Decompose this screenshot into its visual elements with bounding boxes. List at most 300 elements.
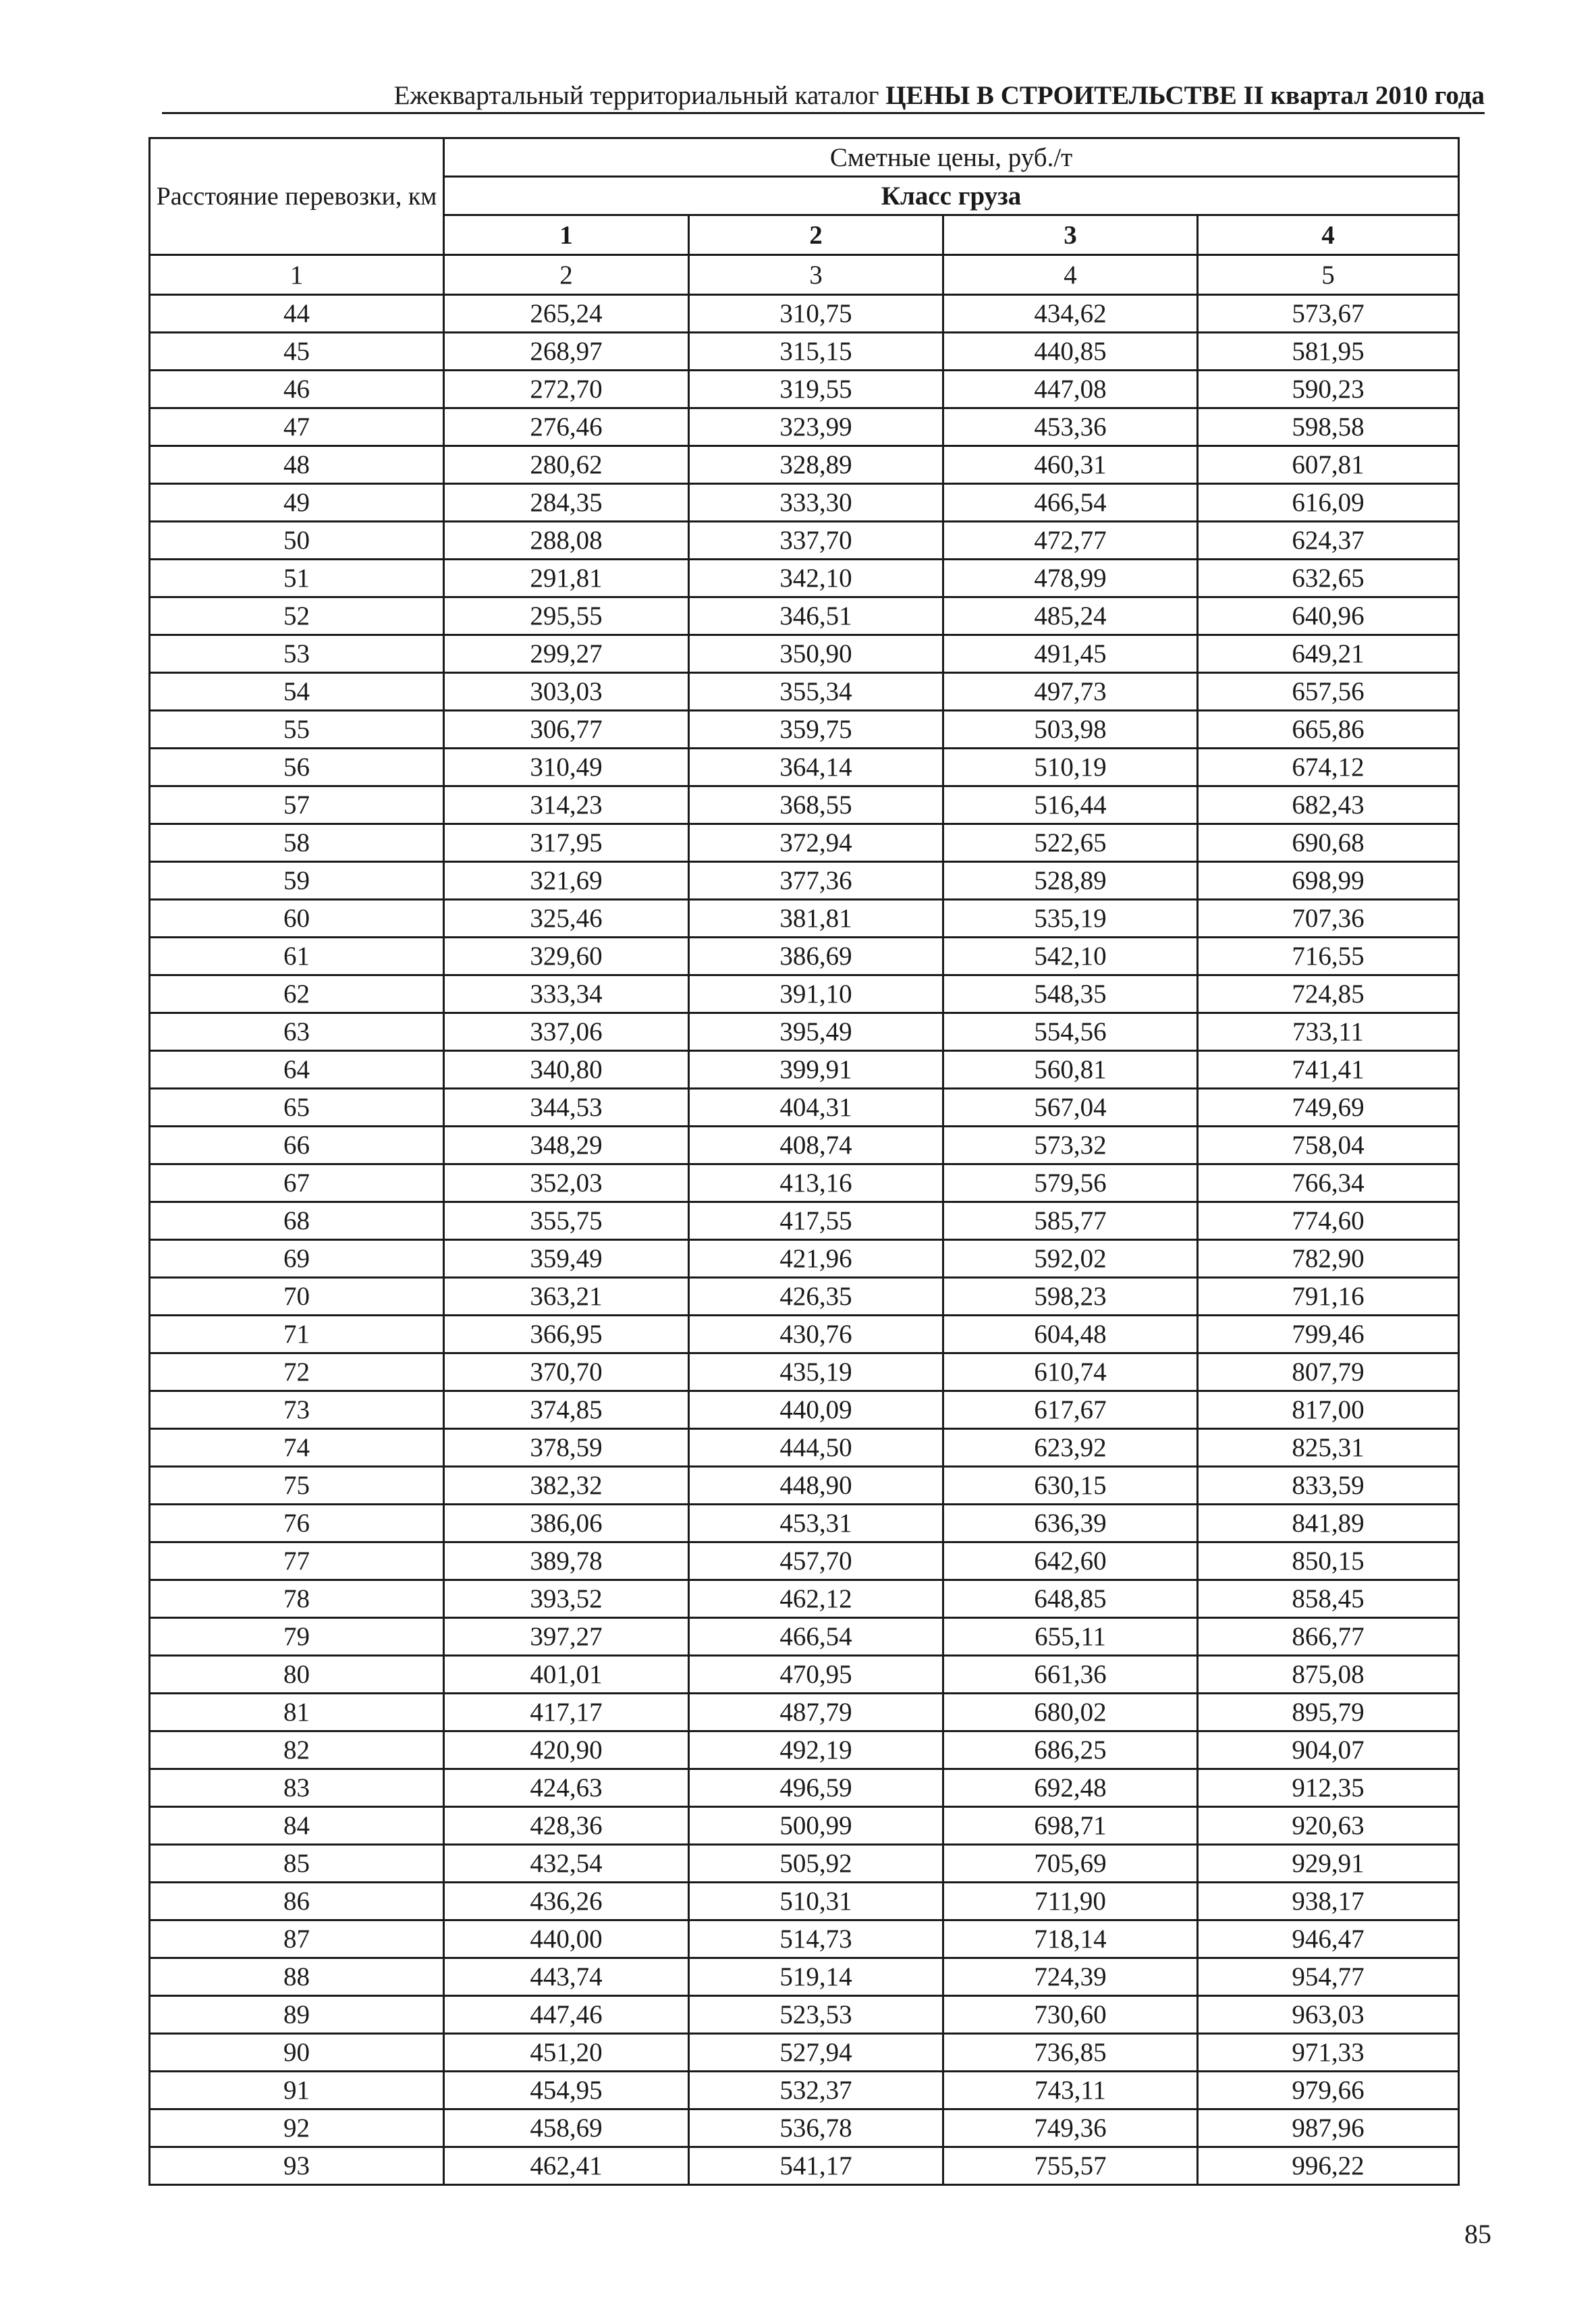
table-row	[150, 1127, 1459, 1164]
distance-cell: 76	[150, 1505, 444, 1542]
price-class-3-cell: 749,36	[943, 2109, 1198, 2147]
price-class-1-cell: 386,06	[444, 1505, 689, 1542]
price-class-4-cell: 791,16	[1198, 1278, 1459, 1316]
price-class-4-cell: 799,46	[1198, 1316, 1459, 1353]
table-row	[150, 597, 1459, 635]
price-class-3-cell: 698,71	[943, 1807, 1198, 1845]
table-row	[150, 371, 1459, 408]
price-class-1-cell: 317,95	[444, 824, 689, 862]
price-class-2-cell: 364,14	[689, 749, 943, 786]
price-class-3-cell: 655,11	[943, 1618, 1198, 1656]
price-class-1-cell: 288,08	[444, 522, 689, 560]
price-table	[148, 137, 1460, 2186]
price-class-4-cell: 841,89	[1198, 1505, 1459, 1542]
price-class-1-cell: 454,95	[444, 2072, 689, 2109]
column-number: 5	[1198, 255, 1459, 295]
price-class-1-cell: 284,35	[444, 484, 689, 522]
price-class-1-cell: 417,17	[444, 1694, 689, 1731]
distance-cell: 68	[150, 1202, 444, 1240]
distance-cell: 70	[150, 1278, 444, 1316]
price-class-4-cell: 895,79	[1198, 1694, 1459, 1731]
price-class-1-cell: 432,54	[444, 1845, 689, 1883]
price-class-3-cell: 718,14	[943, 1920, 1198, 1958]
distance-cell: 80	[150, 1656, 444, 1694]
distance-cell: 62	[150, 975, 444, 1013]
table-row	[150, 2072, 1459, 2109]
distance-cell: 51	[150, 560, 444, 597]
distance-cell: 59	[150, 862, 444, 900]
distance-cell: 61	[150, 938, 444, 975]
price-class-3-cell: 510,19	[943, 749, 1198, 786]
price-class-3-cell: 661,36	[943, 1656, 1198, 1694]
table-row	[150, 1353, 1459, 1391]
table-row	[150, 1920, 1459, 1958]
table-row	[150, 1051, 1459, 1089]
price-class-3-cell: 516,44	[943, 786, 1198, 824]
price-class-1-cell: 352,03	[444, 1164, 689, 1202]
price-class-3-cell: 705,69	[943, 1845, 1198, 1883]
catalog-prefix: Ежеквартальный территориальный каталог	[393, 81, 879, 110]
price-class-3-cell: 548,35	[943, 975, 1198, 1013]
price-class-4-cell: 616,09	[1198, 484, 1459, 522]
table-row	[150, 1467, 1459, 1505]
distance-cell: 86	[150, 1883, 444, 1920]
price-class-2-cell: 492,19	[689, 1731, 943, 1769]
price-class-1-cell: 325,46	[444, 900, 689, 938]
cargo-class-number: 4	[1198, 215, 1459, 255]
price-class-2-cell: 323,99	[689, 408, 943, 446]
table-row	[150, 1883, 1459, 1920]
prices-header: Сметные цены, руб./т	[444, 138, 1459, 177]
price-class-1-cell: 370,70	[444, 1353, 689, 1391]
table-row	[150, 1580, 1459, 1618]
price-class-2-cell: 519,14	[689, 1958, 943, 1996]
table-row	[150, 1013, 1459, 1051]
price-class-3-cell: 730,60	[943, 1996, 1198, 2034]
price-class-2-cell: 381,81	[689, 900, 943, 938]
price-class-4-cell: 657,56	[1198, 673, 1459, 711]
price-class-2-cell: 457,70	[689, 1542, 943, 1580]
price-class-4-cell: 920,63	[1198, 1807, 1459, 1845]
price-class-2-cell: 346,51	[689, 597, 943, 635]
price-class-1-cell: 276,46	[444, 408, 689, 446]
price-class-3-cell: 535,19	[943, 900, 1198, 938]
price-class-2-cell: 319,55	[689, 371, 943, 408]
price-class-2-cell: 350,90	[689, 635, 943, 673]
price-class-2-cell: 448,90	[689, 1467, 943, 1505]
distance-cell: 72	[150, 1353, 444, 1391]
distance-cell: 87	[150, 1920, 444, 1958]
table-row	[150, 1996, 1459, 2034]
price-class-3-cell: 692,48	[943, 1769, 1198, 1807]
price-class-3-cell: 503,98	[943, 711, 1198, 749]
price-class-4-cell: 954,77	[1198, 1958, 1459, 1996]
table-row	[150, 975, 1459, 1013]
table-row	[150, 635, 1459, 673]
distance-cell: 47	[150, 408, 444, 446]
price-class-3-cell: 623,92	[943, 1429, 1198, 1467]
table-row	[150, 1731, 1459, 1769]
price-class-4-cell: 624,37	[1198, 522, 1459, 560]
price-class-4-cell: 598,58	[1198, 408, 1459, 446]
price-class-3-cell: 630,15	[943, 1467, 1198, 1505]
price-class-3-cell: 554,56	[943, 1013, 1198, 1051]
price-class-1-cell: 268,97	[444, 333, 689, 371]
price-class-3-cell: 472,77	[943, 522, 1198, 560]
table-header	[150, 138, 1459, 295]
price-class-1-cell: 306,77	[444, 711, 689, 749]
price-class-4-cell: 749,69	[1198, 1089, 1459, 1127]
price-class-4-cell: 866,77	[1198, 1618, 1459, 1656]
table-row	[150, 1694, 1459, 1731]
price-class-4-cell: 581,95	[1198, 333, 1459, 371]
cargo-class-header: Класс груза	[444, 177, 1459, 215]
price-class-1-cell: 389,78	[444, 1542, 689, 1580]
price-class-1-cell: 344,53	[444, 1089, 689, 1127]
price-class-4-cell: 938,17	[1198, 1883, 1459, 1920]
price-class-1-cell: 428,36	[444, 1807, 689, 1845]
price-class-4-cell: 946,47	[1198, 1920, 1459, 1958]
distance-cell: 52	[150, 597, 444, 635]
price-class-4-cell: 573,67	[1198, 295, 1459, 333]
price-class-2-cell: 430,76	[689, 1316, 943, 1353]
price-class-4-cell: 912,35	[1198, 1769, 1459, 1807]
column-number: 3	[689, 255, 943, 295]
table-row	[150, 711, 1459, 749]
price-class-2-cell: 440,09	[689, 1391, 943, 1429]
distance-cell: 88	[150, 1958, 444, 1996]
price-class-2-cell: 435,19	[689, 1353, 943, 1391]
distance-cell: 50	[150, 522, 444, 560]
distance-cell: 73	[150, 1391, 444, 1429]
distance-cell: 81	[150, 1694, 444, 1731]
distance-cell: 55	[150, 711, 444, 749]
price-class-3-cell: 460,31	[943, 446, 1198, 484]
distance-cell: 79	[150, 1618, 444, 1656]
price-class-3-cell: 579,56	[943, 1164, 1198, 1202]
price-class-3-cell: 485,24	[943, 597, 1198, 635]
price-class-2-cell: 500,99	[689, 1807, 943, 1845]
table-row	[150, 1807, 1459, 1845]
price-class-1-cell: 436,26	[444, 1883, 689, 1920]
price-class-4-cell: 817,00	[1198, 1391, 1459, 1429]
price-class-3-cell: 724,39	[943, 1958, 1198, 1996]
table-row	[150, 1164, 1459, 1202]
header-divider	[162, 112, 1485, 114]
distance-cell: 93	[150, 2147, 444, 2185]
price-class-3-cell: 522,65	[943, 824, 1198, 862]
table-row	[150, 673, 1459, 711]
table-row	[150, 560, 1459, 597]
price-class-2-cell: 496,59	[689, 1769, 943, 1807]
price-class-1-cell: 458,69	[444, 2109, 689, 2147]
table-row	[150, 408, 1459, 446]
price-class-4-cell: 979,66	[1198, 2072, 1459, 2109]
price-class-1-cell: 314,23	[444, 786, 689, 824]
price-class-3-cell: 636,39	[943, 1505, 1198, 1542]
price-class-2-cell: 386,69	[689, 938, 943, 975]
price-class-1-cell: 329,60	[444, 938, 689, 975]
price-class-1-cell: 295,55	[444, 597, 689, 635]
price-class-1-cell: 272,70	[444, 371, 689, 408]
table-row	[150, 786, 1459, 824]
table-row	[150, 446, 1459, 484]
price-class-4-cell: 682,43	[1198, 786, 1459, 824]
price-class-3-cell: 542,10	[943, 938, 1198, 975]
distance-cell: 48	[150, 446, 444, 484]
price-class-3-cell: 434,62	[943, 295, 1198, 333]
price-class-1-cell: 337,06	[444, 1013, 689, 1051]
price-class-3-cell: 453,36	[943, 408, 1198, 446]
price-class-1-cell: 447,46	[444, 1996, 689, 2034]
price-class-1-cell: 374,85	[444, 1391, 689, 1429]
price-class-2-cell: 342,10	[689, 560, 943, 597]
price-class-2-cell: 372,94	[689, 824, 943, 862]
table-row	[150, 1089, 1459, 1127]
distance-cell: 57	[150, 786, 444, 824]
price-class-2-cell: 536,78	[689, 2109, 943, 2147]
distance-cell: 54	[150, 673, 444, 711]
price-class-1-cell: 333,34	[444, 975, 689, 1013]
table-body	[150, 295, 1459, 2185]
table-row	[150, 1202, 1459, 1240]
price-class-4-cell: 665,86	[1198, 711, 1459, 749]
price-class-2-cell: 408,74	[689, 1127, 943, 1164]
column-number: 4	[943, 255, 1198, 295]
page-number: 85	[1464, 2219, 1491, 2249]
price-class-4-cell: 904,07	[1198, 1731, 1459, 1769]
price-class-3-cell: 711,90	[943, 1883, 1198, 1920]
price-class-1-cell: 378,59	[444, 1429, 689, 1467]
price-class-2-cell: 421,96	[689, 1240, 943, 1278]
distance-cell: 91	[150, 2072, 444, 2109]
distance-cell: 65	[150, 1089, 444, 1127]
table-row	[150, 1958, 1459, 1996]
price-class-4-cell: 590,23	[1198, 371, 1459, 408]
table-row	[150, 2034, 1459, 2072]
price-class-4-cell: 987,96	[1198, 2109, 1459, 2147]
price-class-3-cell: 528,89	[943, 862, 1198, 900]
price-class-1-cell: 265,24	[444, 295, 689, 333]
price-class-2-cell: 514,73	[689, 1920, 943, 1958]
price-class-3-cell: 642,60	[943, 1542, 1198, 1580]
distance-cell: 44	[150, 295, 444, 333]
price-class-4-cell: 833,59	[1198, 1467, 1459, 1505]
distance-cell: 45	[150, 333, 444, 371]
price-class-3-cell: 585,77	[943, 1202, 1198, 1240]
cargo-class-number: 3	[943, 215, 1198, 255]
price-class-2-cell: 466,54	[689, 1618, 943, 1656]
price-class-1-cell: 451,20	[444, 2034, 689, 2072]
price-class-4-cell: 766,34	[1198, 1164, 1459, 1202]
price-class-1-cell: 359,49	[444, 1240, 689, 1278]
price-class-2-cell: 413,16	[689, 1164, 943, 1202]
price-class-3-cell: 478,99	[943, 560, 1198, 597]
price-class-3-cell: 743,11	[943, 2072, 1198, 2109]
distance-cell: 78	[150, 1580, 444, 1618]
table-row	[150, 522, 1459, 560]
cargo-class-number: 1	[444, 215, 689, 255]
price-class-4-cell: 607,81	[1198, 446, 1459, 484]
price-class-4-cell: 782,90	[1198, 1240, 1459, 1278]
catalog-period: II квартал 2010 года	[1243, 81, 1485, 110]
price-class-3-cell: 466,54	[943, 484, 1198, 522]
price-class-4-cell: 698,99	[1198, 862, 1459, 900]
table-row	[150, 1316, 1459, 1353]
price-class-3-cell: 497,73	[943, 673, 1198, 711]
price-class-2-cell: 470,95	[689, 1656, 943, 1694]
price-class-2-cell: 315,15	[689, 333, 943, 371]
distance-cell: 67	[150, 1164, 444, 1202]
table-row	[150, 1769, 1459, 1807]
table-row	[150, 862, 1459, 900]
table-row	[150, 938, 1459, 975]
table-row	[150, 1656, 1459, 1694]
distance-cell: 58	[150, 824, 444, 862]
price-class-2-cell: 462,12	[689, 1580, 943, 1618]
price-class-4-cell: 971,33	[1198, 2034, 1459, 2072]
price-class-3-cell: 680,02	[943, 1694, 1198, 1731]
price-class-2-cell: 444,50	[689, 1429, 943, 1467]
price-class-3-cell: 686,25	[943, 1731, 1198, 1769]
price-class-4-cell: 733,11	[1198, 1013, 1459, 1051]
price-class-4-cell: 632,65	[1198, 560, 1459, 597]
distance-cell: 90	[150, 2034, 444, 2072]
column-number: 1	[150, 255, 444, 295]
price-class-1-cell: 310,49	[444, 749, 689, 786]
price-class-3-cell: 573,32	[943, 1127, 1198, 1164]
distance-cell: 92	[150, 2109, 444, 2147]
price-class-4-cell: 640,96	[1198, 597, 1459, 635]
distance-cell: 74	[150, 1429, 444, 1467]
price-class-2-cell: 510,31	[689, 1883, 943, 1920]
price-class-2-cell: 391,10	[689, 975, 943, 1013]
distance-cell: 75	[150, 1467, 444, 1505]
price-class-2-cell: 337,70	[689, 522, 943, 560]
table-row	[150, 900, 1459, 938]
price-class-4-cell: 758,04	[1198, 1127, 1459, 1164]
table-row	[150, 749, 1459, 786]
price-class-4-cell: 649,21	[1198, 635, 1459, 673]
table-row	[150, 1429, 1459, 1467]
price-class-3-cell: 617,67	[943, 1391, 1198, 1429]
table-row	[150, 824, 1459, 862]
table-row	[150, 2147, 1459, 2185]
price-class-4-cell: 963,03	[1198, 1996, 1459, 2034]
price-class-3-cell: 736,85	[943, 2034, 1198, 2072]
price-class-4-cell: 707,36	[1198, 900, 1459, 938]
price-class-1-cell: 397,27	[444, 1618, 689, 1656]
price-class-3-cell: 598,23	[943, 1278, 1198, 1316]
price-class-2-cell: 355,34	[689, 673, 943, 711]
price-class-1-cell: 424,63	[444, 1769, 689, 1807]
price-class-4-cell: 724,85	[1198, 975, 1459, 1013]
table-row	[150, 333, 1459, 371]
distance-cell: 84	[150, 1807, 444, 1845]
catalog-title: ЦЕНЫ В СТРОИТЕЛЬСТВЕ	[885, 81, 1237, 110]
price-class-1-cell: 401,01	[444, 1656, 689, 1694]
distance-cell: 71	[150, 1316, 444, 1353]
table-row	[150, 1278, 1459, 1316]
distance-cell: 49	[150, 484, 444, 522]
price-class-3-cell: 560,81	[943, 1051, 1198, 1089]
price-class-4-cell: 875,08	[1198, 1656, 1459, 1694]
price-class-2-cell: 541,17	[689, 2147, 943, 2185]
table-row	[150, 2109, 1459, 2147]
price-class-1-cell: 321,69	[444, 862, 689, 900]
price-class-3-cell: 755,57	[943, 2147, 1198, 2185]
distance-cell: 53	[150, 635, 444, 673]
distance-column-header: Расстояние перевозки, км	[150, 138, 444, 255]
price-class-3-cell: 648,85	[943, 1580, 1198, 1618]
distance-cell: 77	[150, 1542, 444, 1580]
distance-cell: 64	[150, 1051, 444, 1089]
column-number: 2	[444, 255, 689, 295]
price-class-1-cell: 299,27	[444, 635, 689, 673]
price-class-4-cell: 850,15	[1198, 1542, 1459, 1580]
price-class-4-cell: 929,91	[1198, 1845, 1459, 1883]
price-class-2-cell: 527,94	[689, 2034, 943, 2072]
table-row	[150, 1240, 1459, 1278]
price-class-2-cell: 523,53	[689, 1996, 943, 2034]
price-class-4-cell: 741,41	[1198, 1051, 1459, 1089]
distance-cell: 63	[150, 1013, 444, 1051]
price-class-2-cell: 377,36	[689, 862, 943, 900]
distance-cell: 69	[150, 1240, 444, 1278]
price-class-2-cell: 532,37	[689, 2072, 943, 2109]
price-class-3-cell: 610,74	[943, 1353, 1198, 1391]
price-class-1-cell: 366,95	[444, 1316, 689, 1353]
price-class-2-cell: 417,55	[689, 1202, 943, 1240]
price-class-1-cell: 363,21	[444, 1278, 689, 1316]
price-class-2-cell: 399,91	[689, 1051, 943, 1089]
price-class-3-cell: 440,85	[943, 333, 1198, 371]
price-class-3-cell: 567,04	[943, 1089, 1198, 1127]
price-class-4-cell: 825,31	[1198, 1429, 1459, 1467]
table-row	[150, 1391, 1459, 1429]
price-class-2-cell: 333,30	[689, 484, 943, 522]
price-class-2-cell: 359,75	[689, 711, 943, 749]
price-class-1-cell: 393,52	[444, 1580, 689, 1618]
running-header	[162, 76, 1485, 116]
price-class-1-cell: 303,03	[444, 673, 689, 711]
price-class-4-cell: 774,60	[1198, 1202, 1459, 1240]
distance-cell: 56	[150, 749, 444, 786]
price-class-1-cell: 280,62	[444, 446, 689, 484]
price-class-2-cell: 426,35	[689, 1278, 943, 1316]
distance-cell: 89	[150, 1996, 444, 2034]
price-class-2-cell: 487,79	[689, 1694, 943, 1731]
price-class-2-cell: 328,89	[689, 446, 943, 484]
price-class-1-cell: 340,80	[444, 1051, 689, 1089]
price-class-4-cell: 858,45	[1198, 1580, 1459, 1618]
distance-cell: 66	[150, 1127, 444, 1164]
distance-cell: 82	[150, 1731, 444, 1769]
price-class-1-cell: 355,75	[444, 1202, 689, 1240]
price-class-1-cell: 382,32	[444, 1467, 689, 1505]
table-row	[150, 1505, 1459, 1542]
price-class-4-cell: 716,55	[1198, 938, 1459, 975]
price-class-2-cell: 404,31	[689, 1089, 943, 1127]
price-class-3-cell: 604,48	[943, 1316, 1198, 1353]
price-class-4-cell: 674,12	[1198, 749, 1459, 786]
price-class-1-cell: 462,41	[444, 2147, 689, 2185]
price-class-2-cell: 395,49	[689, 1013, 943, 1051]
distance-cell: 60	[150, 900, 444, 938]
price-class-2-cell: 505,92	[689, 1845, 943, 1883]
price-class-1-cell: 291,81	[444, 560, 689, 597]
price-class-2-cell: 453,31	[689, 1505, 943, 1542]
